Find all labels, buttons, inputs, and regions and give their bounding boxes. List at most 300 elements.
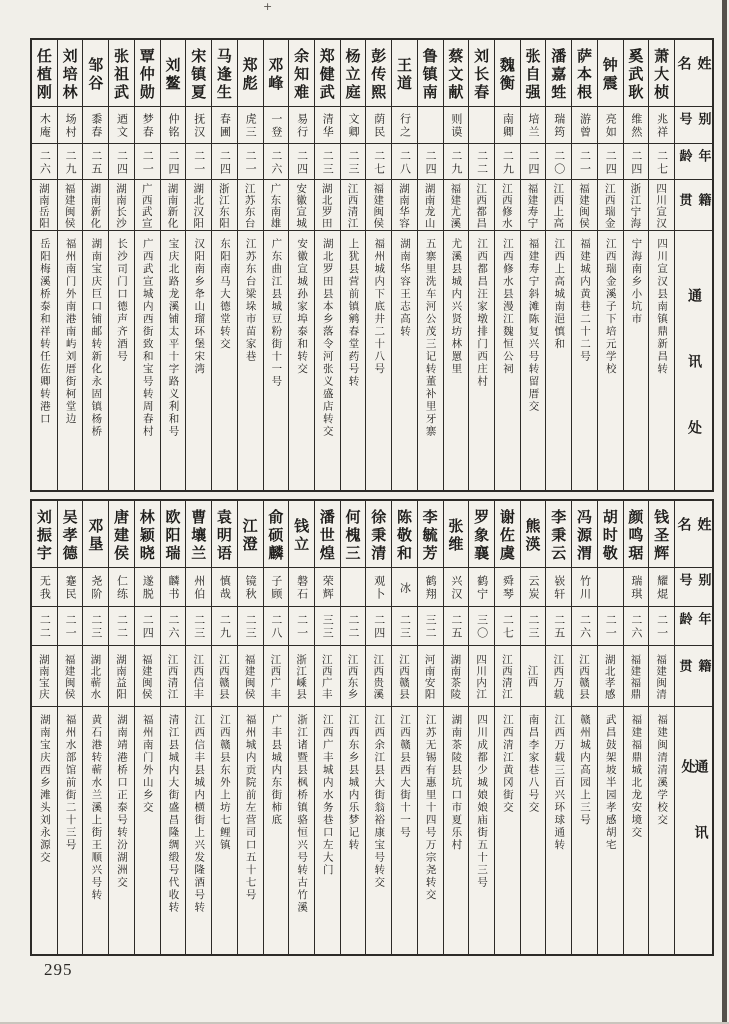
person-alias: 观卜 <box>366 568 391 607</box>
person-column <box>288 501 314 954</box>
person-address: 湖南华容王志高转 <box>398 238 411 338</box>
person-origin: 江西广丰 <box>264 646 289 707</box>
person-name: 张自强 <box>521 40 546 107</box>
person-address: 江西瑞金溪子下培元学校 <box>604 238 617 376</box>
person-age: 二六 <box>32 144 57 180</box>
person-address: 江西余江县大街翁裕康宝号转交 <box>373 714 386 889</box>
person-age: 二一 <box>186 144 211 180</box>
person-address: 福州水部馆前街二十三号 <box>64 714 77 852</box>
person-column <box>134 501 160 954</box>
person-alias: 瑞筠 <box>546 107 571 144</box>
person-origin: 湖北蕲水 <box>83 646 108 707</box>
person-origin: 湖南龙山 <box>418 180 443 231</box>
person-name: 曹壤兰 <box>186 501 211 568</box>
person-address: 广丰县城内东街柿底 <box>270 714 283 827</box>
person-address: 江西都昌汪家墩排门西庄村 <box>476 238 489 388</box>
person-column <box>545 501 571 954</box>
person-origin: 江西信丰 <box>186 646 211 707</box>
person-column <box>597 40 623 490</box>
person-address: 福州城内下底井二十八号 <box>373 238 386 376</box>
person-origin: 湖北汉阳 <box>186 180 211 231</box>
person-alias: 抚汉 <box>186 107 211 144</box>
person-column <box>237 40 263 490</box>
person-address: 武昌鼓架坡半园孝感胡宅 <box>604 714 617 852</box>
person-address: 广东曲江县城豆粉街十一号 <box>270 238 283 388</box>
person-column <box>468 501 494 954</box>
person-age: 二四 <box>289 144 314 180</box>
person-alias: 舜琴 <box>495 568 520 607</box>
person-column <box>443 40 469 490</box>
person-origin: 江西 <box>521 646 546 707</box>
person-name: 邓峰 <box>264 40 289 107</box>
person-column <box>108 40 134 490</box>
person-age: 二〇 <box>546 144 571 180</box>
person-alias: 迺文 <box>109 107 134 144</box>
person-age: 二一 <box>649 607 674 646</box>
person-alias: 耀焜 <box>649 568 674 607</box>
person-age: 二九 <box>58 144 83 180</box>
person-age: 二三 <box>392 607 417 646</box>
person-alias: 一登 <box>264 107 289 144</box>
person-name: 刘长春 <box>469 40 494 107</box>
person-column <box>340 40 366 490</box>
person-origin: 江苏东台 <box>238 180 263 231</box>
person-alias: 场村 <box>58 107 83 144</box>
person-origin: 四川内江 <box>469 646 494 707</box>
person-name: 奚武耿 <box>624 40 649 107</box>
person-age: 二九 <box>444 144 469 180</box>
person-origin: 湖北罗田 <box>315 180 340 231</box>
person-address: 四川宣汉县南镇鼎新昌转 <box>656 238 669 376</box>
person-alias: 镜秋 <box>238 568 263 607</box>
header-column <box>674 501 712 954</box>
person-name: 林颖晓 <box>135 501 160 568</box>
person-origin: 浙江嵊县 <box>289 646 314 707</box>
person-alias: 易行 <box>289 107 314 144</box>
page-number: 295 <box>44 960 73 979</box>
person-name: 郑健武 <box>315 40 340 107</box>
person-age: 二五 <box>546 607 571 646</box>
person-age: 二七 <box>495 607 520 646</box>
person-column <box>263 40 289 490</box>
person-address: 福建城内黄巷二十二号 <box>578 238 591 363</box>
person-alias: 鹤宁 <box>469 568 494 607</box>
person-alias: 磐石 <box>289 568 314 607</box>
person-name: 徐秉清 <box>366 501 391 568</box>
person-address: 安徽宣城孙家埠泰和转交 <box>296 238 309 376</box>
column-header-alias: 别号 <box>675 568 712 607</box>
person-column <box>443 501 469 954</box>
person-alias: 遂脱 <box>135 568 160 607</box>
person-name: 蔡文献 <box>444 40 469 107</box>
person-column <box>185 40 211 490</box>
person-address: 赣州城内高园上三号 <box>578 714 591 827</box>
person-name: 陈敬和 <box>392 501 417 568</box>
person-origin: 福建闽侯 <box>135 646 160 707</box>
person-origin: 江西修水 <box>495 180 520 231</box>
person-name: 唐建侯 <box>109 501 134 568</box>
person-column <box>597 501 623 954</box>
person-age: 二六 <box>161 607 186 646</box>
person-origin: 广西武宣 <box>135 180 160 231</box>
person-origin: 河南安阳 <box>418 646 443 707</box>
person-origin: 福建闽清 <box>649 646 674 707</box>
person-origin: 湖南长沙 <box>109 180 134 231</box>
person-alias: 春圃 <box>212 107 237 144</box>
person-age: 二三 <box>521 607 546 646</box>
person-name: 李秉云 <box>546 501 571 568</box>
directory-table-top <box>30 38 714 492</box>
person-name: 张维 <box>444 501 469 568</box>
person-name: 魏衡 <box>495 40 520 107</box>
registration-mark-icon: + <box>263 0 273 13</box>
person-column <box>160 40 186 490</box>
person-origin: 江西清江 <box>341 180 366 231</box>
person-alias <box>341 568 366 607</box>
person-name: 王道 <box>392 40 417 107</box>
person-origin: 江西赣县 <box>572 646 597 707</box>
person-column <box>571 40 597 490</box>
person-age: 二九 <box>212 607 237 646</box>
person-column <box>32 40 57 490</box>
person-address: 福建寿宁斜滩陈复兴号转留厝交 <box>527 238 540 413</box>
person-age: 二九 <box>495 144 520 180</box>
person-address: 广西武宣城内西街致和宝号转周春村 <box>141 238 154 438</box>
person-origin: 湖南岳阳 <box>32 180 57 231</box>
column-header-age: 年龄 <box>675 144 712 180</box>
person-address: 汉阳南乡夅山瑠环堡宋湾 <box>193 238 206 376</box>
person-alias <box>598 568 623 607</box>
person-name: 钱圣辉 <box>649 501 674 568</box>
person-age: 三二 <box>418 607 443 646</box>
person-age: 二六 <box>572 607 597 646</box>
person-address: 上犹县营前镇鹓春堂药号转 <box>347 238 360 388</box>
person-origin: 福建闽侯 <box>572 180 597 231</box>
person-name: 钱立 <box>289 501 314 568</box>
person-address: 江苏东台梁垛市苗家巷 <box>244 238 257 363</box>
person-origin: 江西清江 <box>161 646 186 707</box>
person-name: 冯源渭 <box>572 501 597 568</box>
person-column <box>365 40 391 490</box>
person-age: 二八 <box>264 607 289 646</box>
person-column <box>57 40 83 490</box>
person-origin: 湖南宝庆 <box>32 646 57 707</box>
person-age: 二三 <box>341 144 366 180</box>
person-alias: 行之 <box>392 107 417 144</box>
person-alias: 木庵 <box>32 107 57 144</box>
person-address: 浙江诸暨县枫桥镇骆恒兴号转古竹溪 <box>296 714 309 914</box>
person-alias <box>418 107 443 144</box>
person-alias: 兴汉 <box>444 568 469 607</box>
person-address: 岳阳梅溪桥泰和祥转任佐卿转港口 <box>38 238 51 426</box>
person-column <box>520 40 546 490</box>
person-address: 湖南宝庆巨口铺邮转新化永固镇杨桥 <box>90 238 103 438</box>
person-column <box>417 40 443 490</box>
person-origin: 江西瑞金 <box>598 180 623 231</box>
person-origin: 江西贵溪 <box>366 646 391 707</box>
person-name: 欧阳瑞 <box>161 501 186 568</box>
person-name: 何槐三 <box>341 501 366 568</box>
person-alias: 竹川 <box>572 568 597 607</box>
person-column <box>185 501 211 954</box>
person-name: 潘嘉甡 <box>546 40 571 107</box>
person-age: 二三 <box>315 144 340 180</box>
person-address: 福建闽清清溪学校交 <box>656 714 669 827</box>
person-alias: 游曾 <box>572 107 597 144</box>
person-alias: 维然 <box>624 107 649 144</box>
person-age: 二七 <box>649 144 674 180</box>
person-age: 二四 <box>366 607 391 646</box>
person-name: 任植刚 <box>32 40 57 107</box>
person-origin: 福建闽侯 <box>58 646 83 707</box>
person-age: 二五 <box>83 144 108 180</box>
person-age: 二四 <box>418 144 443 180</box>
person-alias: 兆祥 <box>649 107 674 144</box>
person-address: 江西万载三百兴环球通转 <box>553 714 566 852</box>
person-age: 三三 <box>315 607 340 646</box>
person-origin: 湖南华容 <box>392 180 417 231</box>
person-name: 萨本根 <box>572 40 597 107</box>
person-origin: 湖南茶陵 <box>444 646 469 707</box>
person-name: 郑彪 <box>238 40 263 107</box>
person-column <box>391 40 417 490</box>
person-alias: 梦春 <box>135 107 160 144</box>
person-name: 罗象襄 <box>469 501 494 568</box>
person-age: 二四 <box>109 144 134 180</box>
person-alias: 蹇民 <box>58 568 83 607</box>
person-age: 二四 <box>212 144 237 180</box>
person-address: 南昌李家巷八号交 <box>527 714 540 814</box>
person-origin: 湖北孝感 <box>598 646 623 707</box>
person-column <box>82 40 108 490</box>
person-column <box>391 501 417 954</box>
person-alias: 子顾 <box>264 568 289 607</box>
person-origin: 福建闽侯 <box>366 180 391 231</box>
person-age: 二三 <box>186 607 211 646</box>
person-address: 江苏无锡有惠里十四号万宗尧转交 <box>424 714 437 902</box>
person-name: 鲁镇南 <box>418 40 443 107</box>
person-column <box>494 501 520 954</box>
person-address: 福州南门外山乡交 <box>141 714 154 814</box>
directory-table-bottom <box>30 499 714 956</box>
person-column <box>520 501 546 954</box>
person-age: 二四 <box>161 144 186 180</box>
person-name: 杨立庭 <box>341 40 366 107</box>
person-name: 萧大桢 <box>649 40 674 107</box>
person-origin: 江西上高 <box>546 180 571 231</box>
person-name: 钟震 <box>598 40 623 107</box>
column-header-age: 年龄 <box>675 607 712 646</box>
person-age: 二一 <box>572 144 597 180</box>
person-name: 潘世煌 <box>315 501 340 568</box>
person-alias: 荣辉 <box>315 568 340 607</box>
person-column <box>648 40 674 490</box>
person-column <box>57 501 83 954</box>
person-column <box>211 501 237 954</box>
person-column <box>314 501 340 954</box>
person-name: 刘振宇 <box>32 501 57 568</box>
person-age: 二五 <box>444 607 469 646</box>
person-origin: 湖南新化 <box>83 180 108 231</box>
person-age: 二二 <box>469 144 494 180</box>
person-name: 江澄 <box>238 501 263 568</box>
column-header-address: 通讯处 <box>679 759 709 891</box>
person-name: 李毓芳 <box>418 501 443 568</box>
person-origin: 江西赣县 <box>392 646 417 707</box>
person-alias: 嵚轩 <box>546 568 571 607</box>
person-column <box>623 501 649 954</box>
person-name: 邹谷 <box>83 40 108 107</box>
person-column <box>314 40 340 490</box>
person-address: 宁海南乡小坑市 <box>630 238 643 326</box>
person-column <box>648 501 674 954</box>
person-age: 二四 <box>521 144 546 180</box>
person-address: 江西清江黄冈街交 <box>501 714 514 814</box>
person-origin: 江西清江 <box>495 646 520 707</box>
person-column <box>365 501 391 954</box>
person-alias: 亮如 <box>598 107 623 144</box>
person-alias: 瑞琪 <box>624 568 649 607</box>
person-address: 湖南茶陵县坑口市夏乐村 <box>450 714 463 852</box>
person-alias: 荫民 <box>366 107 391 144</box>
person-column <box>571 501 597 954</box>
person-alias: 尧阶 <box>83 568 108 607</box>
person-column <box>211 40 237 490</box>
person-origin: 福建福鼎 <box>624 646 649 707</box>
person-address: 四川成都少城娘娘庙街五十三号 <box>476 714 489 889</box>
person-address: 江西上高城南浥慎和 <box>553 238 566 351</box>
person-address: 东阳南马大德堂转交 <box>218 238 231 351</box>
person-origin: 福建闽侯 <box>58 180 83 231</box>
person-address: 黄石港转蕲水兰溪上街王顺兴号转 <box>90 714 103 902</box>
person-name: 俞硕麟 <box>264 501 289 568</box>
person-age: 三〇 <box>469 607 494 646</box>
person-address: 福州南门外南港南屿刘厝街柯堂边 <box>64 238 77 426</box>
person-age: 二一 <box>135 144 160 180</box>
person-name: 吴孝德 <box>58 501 83 568</box>
column-header-name: 姓名 <box>675 40 712 107</box>
person-name: 谢佐虞 <box>495 501 520 568</box>
person-column <box>82 501 108 954</box>
person-name: 余知难 <box>289 40 314 107</box>
person-age: 二四 <box>624 144 649 180</box>
person-address: 江西东乡县城内乐梦记转 <box>347 714 360 852</box>
person-column <box>134 40 160 490</box>
person-alias: 南卿 <box>495 107 520 144</box>
person-origin: 江西赣县 <box>212 646 237 707</box>
person-address: 湖南靖港桥口正泰号转汾湖洲交 <box>116 714 129 889</box>
person-name: 覃仲勋 <box>135 40 160 107</box>
person-age: 二一 <box>598 607 623 646</box>
person-column <box>468 40 494 490</box>
person-alias: 虎三 <box>238 107 263 144</box>
person-name: 马逢生 <box>212 40 237 107</box>
person-origin: 江西东乡 <box>341 646 366 707</box>
person-column <box>494 40 520 490</box>
person-column <box>545 40 571 490</box>
column-header-origin: 籍贯 <box>675 180 712 231</box>
person-alias: 则谟 <box>444 107 469 144</box>
person-age: 二八 <box>392 144 417 180</box>
column-header-name: 姓名 <box>675 501 712 568</box>
person-origin: 湖南益阳 <box>109 646 134 707</box>
person-origin: 福建寿宁 <box>521 180 546 231</box>
column-header-address: 通讯处 <box>686 287 702 486</box>
person-origin: 广东南雄 <box>264 180 289 231</box>
person-alias: 慎哉 <box>212 568 237 607</box>
person-age: 二一 <box>58 607 83 646</box>
person-address: 江西广丰城内水务巷口左大门 <box>321 714 334 877</box>
person-name: 宋镇夏 <box>186 40 211 107</box>
person-age: 二六 <box>264 144 289 180</box>
person-alias: 州伯 <box>186 568 211 607</box>
person-address: 江西信丰县城内横街上兴发隆酒号转 <box>193 714 206 914</box>
person-name: 熊渶 <box>521 501 546 568</box>
column-header-alias: 别号 <box>675 107 712 144</box>
person-origin: 江西万载 <box>546 646 571 707</box>
person-address: 长沙司门口德声齐酒号 <box>116 238 129 363</box>
person-origin: 四川宣汉 <box>649 180 674 231</box>
person-alias <box>469 107 494 144</box>
person-name: 刘鳌 <box>161 40 186 107</box>
person-age: 二六 <box>624 607 649 646</box>
person-origin: 江西广丰 <box>315 646 340 707</box>
person-name: 邓垦 <box>83 501 108 568</box>
person-alias: 文卿 <box>341 107 366 144</box>
person-address: 湖南宝庆西乡滩头刘永源交 <box>38 714 51 864</box>
person-origin: 浙江东阳 <box>212 180 237 231</box>
person-age: 二一 <box>238 144 263 180</box>
person-alias: 无我 <box>32 568 57 607</box>
person-age: 二一 <box>289 607 314 646</box>
person-age: 二七 <box>366 144 391 180</box>
person-address: 江西赣县西大街十一号 <box>398 714 411 839</box>
person-name: 袁明语 <box>212 501 237 568</box>
person-origin: 安徽宣城 <box>289 180 314 231</box>
person-address: 清江县城内大街盛昌隆绸缎号代收转 <box>167 714 180 914</box>
column-header-origin: 籍贯 <box>675 646 712 707</box>
person-address: 五寨里洗车河公茂三记转董补里牙寨 <box>424 238 437 438</box>
person-name: 刘培林 <box>58 40 83 107</box>
person-age: 二二 <box>341 607 366 646</box>
person-age: 二四 <box>598 144 623 180</box>
person-column <box>160 501 186 954</box>
person-name: 颜鸣琚 <box>624 501 649 568</box>
header-column <box>674 40 712 490</box>
person-address: 福建福鼎城北龙安境交 <box>630 714 643 839</box>
person-alias: 麟书 <box>161 568 186 607</box>
person-column <box>623 40 649 490</box>
person-age: 二三 <box>83 607 108 646</box>
person-age: 二四 <box>135 607 160 646</box>
person-alias: 黍春 <box>83 107 108 144</box>
person-alias: 清华 <box>315 107 340 144</box>
person-name: 彭传熙 <box>366 40 391 107</box>
person-alias: 云炭 <box>521 568 546 607</box>
person-age: 二二 <box>109 607 134 646</box>
person-address: 宝庆北路龙溪铺太平十字路义利和号 <box>167 238 180 438</box>
person-origin: 湖南新化 <box>161 180 186 231</box>
person-address: 江西赣县东外上坊七鲤镇 <box>218 714 231 852</box>
person-column <box>417 501 443 954</box>
person-address: 湖北罗田县本乡落令河张义盛店转交 <box>321 238 334 438</box>
person-address: 福州城内贡院前左营司口五十七号 <box>244 714 257 902</box>
person-alias: 冰 <box>392 568 417 607</box>
person-column <box>237 501 263 954</box>
person-origin: 浙江宁海 <box>624 180 649 231</box>
person-column <box>263 501 289 954</box>
person-address: 江西修水县漫江魏恒公祠 <box>501 238 514 376</box>
